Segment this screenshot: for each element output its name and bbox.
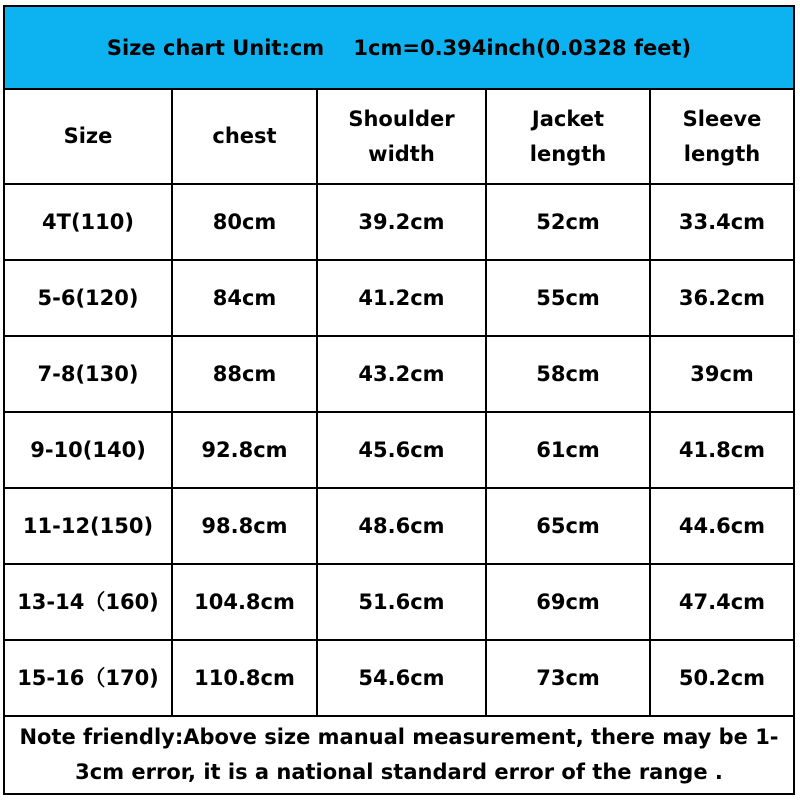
table-cell-chest: 110.8cm [173,641,318,717]
table-cell-sleeve-length: 36.2cm [651,261,793,337]
header-jacket-length: Jacket length [487,90,651,185]
table-cell-chest: 92.8cm [173,413,318,489]
table-cell-size: 9-10(140) [5,413,173,489]
table-cell-size: 13-14（160) [5,565,173,641]
header-size: Size [5,90,173,185]
table-cell-shoulder-width: 45.6cm [318,413,487,489]
table-cell-shoulder-width: 54.6cm [318,641,487,717]
table-cell-shoulder-width: 48.6cm [318,489,487,565]
table-cell-chest: 88cm [173,337,318,413]
table-cell-sleeve-length: 33.4cm [651,185,793,261]
table-cell-sleeve-length: 39cm [651,337,793,413]
size-table [5,90,793,717]
table-cell-jacket-length: 52cm [487,185,651,261]
size-chart [3,5,795,795]
table-cell-jacket-length: 73cm [487,641,651,717]
table-cell-sleeve-length: 44.6cm [651,489,793,565]
table-cell-shoulder-width: 43.2cm [318,337,487,413]
table-cell-sleeve-length: 50.2cm [651,641,793,717]
table-cell-jacket-length: 58cm [487,337,651,413]
table-cell-size: 5-6(120) [5,261,173,337]
table-cell-size: 7-8(130) [5,337,173,413]
table-cell-jacket-length: 55cm [487,261,651,337]
table-cell-size: 4T(110) [5,185,173,261]
table-cell-sleeve-length: 41.8cm [651,413,793,489]
size-chart-title: Size chart Unit:cm 1cm=0.394inch(0.0328 feet) [5,7,793,90]
table-cell-shoulder-width: 39.2cm [318,185,487,261]
table-cell-size: 11-12(150) [5,489,173,565]
header-sleeve-length: Sleeve length [651,90,793,185]
table-cell-jacket-length: 61cm [487,413,651,489]
table-cell-size: 15-16（170) [5,641,173,717]
table-cell-chest: 80cm [173,185,318,261]
table-cell-shoulder-width: 41.2cm [318,261,487,337]
table-cell-jacket-length: 65cm [487,489,651,565]
header-chest: chest [173,90,318,185]
table-cell-chest: 104.8cm [173,565,318,641]
table-cell-sleeve-length: 47.4cm [651,565,793,641]
table-cell-chest: 84cm [173,261,318,337]
table-cell-jacket-length: 69cm [487,565,651,641]
table-cell-shoulder-width: 51.6cm [318,565,487,641]
table-cell-chest: 98.8cm [173,489,318,565]
measurement-note: Note friendly:Above size manual measurement, there may be 1-3cm error, it is a national standard error of the range . [19,725,779,784]
header-shoulder-width: Shoulder width [318,90,487,185]
